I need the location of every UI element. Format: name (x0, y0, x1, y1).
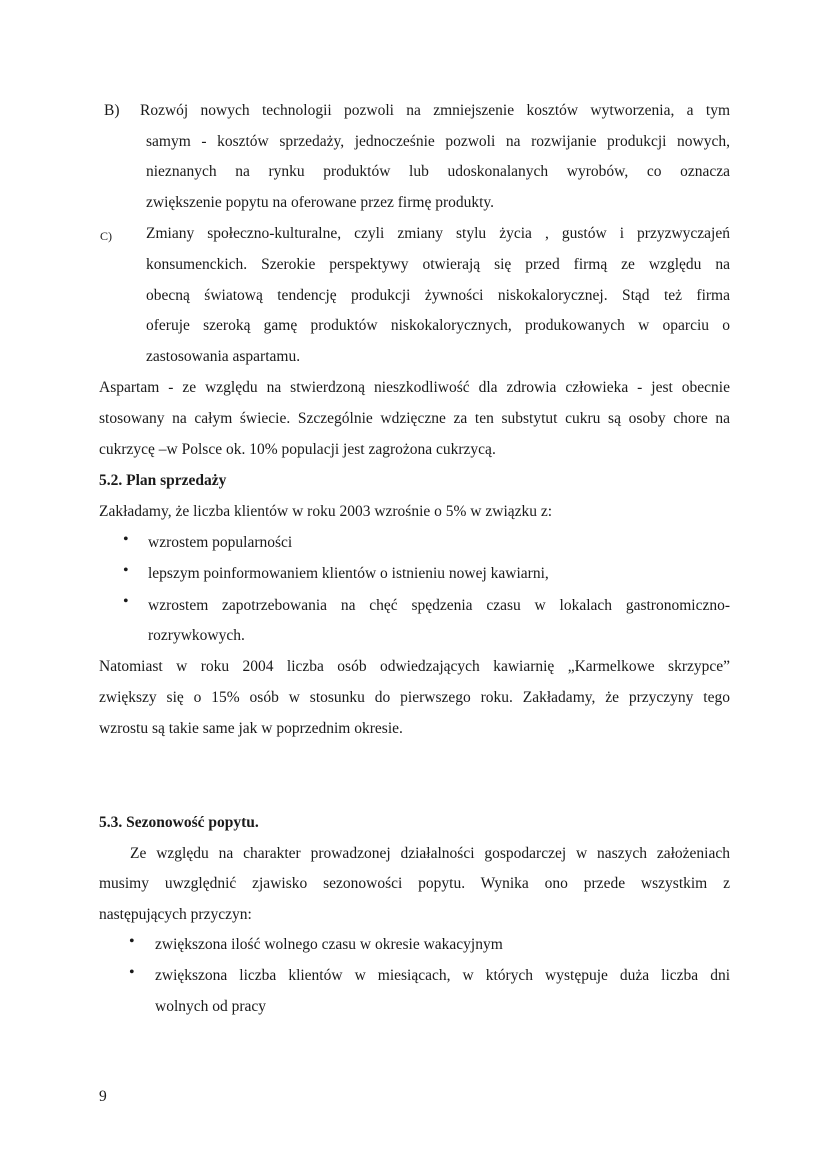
list-marker-b: B) (104, 102, 120, 119)
section-5-2-bullet-1: wzrostem popularności (148, 534, 293, 551)
item-c-line-3: obecną światową tendencję produkcji żywności niskokalorycznej. Stąd też firma (146, 287, 730, 304)
section-5-3-bullet-2: zwiększona liczba klientów w miesiącach, w których występuje duża liczba dni (155, 967, 730, 984)
aspartam-line-3: cukrzycę –w Polsce ok. 10% populacji jest zagrożona cukrzycą. (99, 441, 496, 458)
item-b-line-3: nieznanych na rynku produktów lub udoskonalanych wyrobów, co oznacza (146, 163, 730, 180)
item-b-line-2: samym - kosztów sprzedaży, jednocześnie pozwoli na rozwijanie produkcji nowych, (146, 133, 730, 150)
item-c-line-2: konsumenckich. Szerokie perspektywy otwierają się przed firmą ze względu na (146, 256, 730, 273)
section-5-2-para-line-1: Natomiast w roku 2004 liczba osób odwiedzających kawiarnię „Karmelkowe skrzypce” (99, 658, 730, 675)
bullet-icon: • (123, 531, 129, 548)
bullet-icon: • (129, 964, 135, 981)
bullet-icon: • (129, 933, 135, 950)
item-b-line-1: Rozwój nowych technologii pozwoli na zmniejszenie kosztów wytworzenia, a tym (140, 102, 730, 119)
item-c-line-4: oferuje szeroką gamę produktów niskokalorycznych, produkowanych w oparciu o (146, 317, 730, 334)
section-heading-5-2: 5.2. Plan sprzedaży (99, 472, 227, 489)
section-5-3-para-line-1: Ze względu na charakter prowadzonej działalności gospodarczej w naszych założeniach (130, 845, 730, 862)
section-5-3-para-line-3: następujących przyczyn: (99, 906, 252, 923)
aspartam-line-2: stosowany na całym świecie. Szczególnie wdzięczne za ten substytut cukru są osoby chore na (99, 410, 730, 427)
section-5-2-para-line-2: zwiększy się o 15% osób w stosunku do pierwszego roku. Zakładamy, że przyczyny tego (99, 689, 730, 706)
item-c-line-5: zastosowania aspartamu. (146, 348, 301, 365)
section-heading-5-3: 5.3. Sezonowość popytu. (99, 814, 259, 831)
aspartam-line-1: Aspartam - ze względu na stwierdzoną nieszkodliwość dla zdrowia człowieka - jest obecnie (99, 379, 730, 396)
page-number: 9 (99, 1088, 107, 1105)
section-5-2-para-line-3: wzrostu są takie same jak w poprzednim okresie. (99, 720, 403, 737)
section-5-2-intro: Zakładamy, że liczba klientów w roku 2003 wzrośnie o 5% w związku z: (99, 503, 553, 520)
section-5-2-bullet-3-cont: rozrywkowych. (148, 627, 245, 644)
bullet-icon: • (123, 593, 129, 610)
list-marker-c: C) (100, 229, 112, 243)
section-5-3-para-line-2: musimy uwzględnić zjawisko sezonowości popytu. Wynika ono przede wszystkim z (99, 875, 730, 892)
section-5-3-bullet-2-cont: wolnych od pracy (155, 998, 267, 1015)
section-5-2-bullet-3: wzrostem zapotrzebowania na chęć spędzenia czasu w lokalach gastronomiczno- (148, 597, 730, 614)
item-c-line-1: Zmiany społeczno-kulturalne, czyli zmiany stylu życia , gustów i przyzwyczajeń (146, 225, 730, 242)
section-5-3-bullet-1: zwiększona ilość wolnego czasu w okresie wakacyjnym (155, 936, 503, 953)
section-5-2-bullet-2: lepszym poinformowaniem klientów o istnieniu nowej kawiarni, (148, 565, 549, 582)
item-b-line-4: zwiększenie popytu na oferowane przez firmę produkty. (146, 194, 495, 211)
bullet-icon: • (123, 562, 129, 579)
